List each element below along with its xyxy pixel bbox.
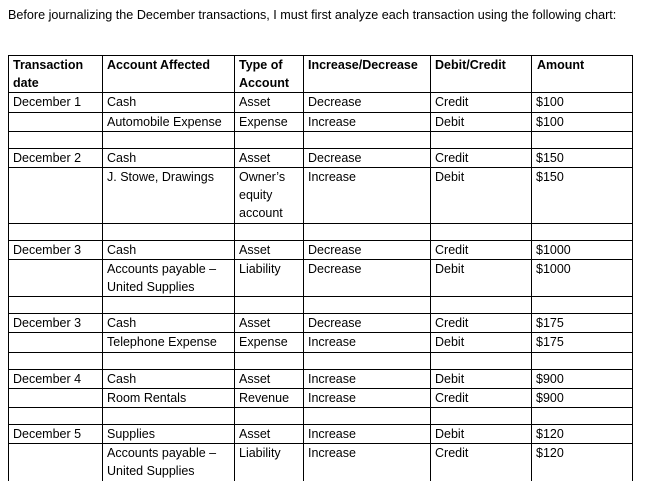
account-type-cell: Asset bbox=[235, 369, 304, 388]
transaction-date-cell: December 1 bbox=[9, 93, 103, 112]
increase-decrease-cell: Decrease bbox=[304, 148, 431, 167]
debit-credit-cell: Credit bbox=[431, 444, 532, 481]
increase-decrease-cell: Decrease bbox=[304, 259, 431, 296]
account-affected-cell: Accounts payable – United Supplies bbox=[103, 259, 235, 296]
account-affected-cell: J. Stowe, Drawings bbox=[103, 168, 235, 224]
amount-cell bbox=[532, 297, 633, 314]
increase-decrease-cell: Decrease bbox=[304, 93, 431, 112]
table-row bbox=[9, 259, 633, 296]
debit-credit-cell bbox=[431, 297, 532, 314]
amount-cell: $120 bbox=[532, 425, 633, 444]
amount-cell: $100 bbox=[532, 112, 633, 131]
transaction-date-cell bbox=[9, 352, 103, 369]
account-type-cell: Expense bbox=[235, 112, 304, 131]
transaction-date-cell: December 3 bbox=[9, 314, 103, 333]
transaction-date-cell: December 5 bbox=[9, 425, 103, 444]
transaction-date-cell: December 2 bbox=[9, 148, 103, 167]
transaction-date-cell bbox=[9, 259, 103, 296]
spacer-row bbox=[9, 131, 633, 148]
spacer-row bbox=[9, 408, 633, 425]
table-row bbox=[9, 388, 633, 407]
spacer-row bbox=[9, 352, 633, 369]
amount-cell: $1000 bbox=[532, 240, 633, 259]
amount-cell: $120 bbox=[532, 444, 633, 481]
account-affected-cell: Accounts payable – United Supplies bbox=[103, 444, 235, 481]
account-affected-cell bbox=[103, 297, 235, 314]
account-type-cell bbox=[235, 131, 304, 148]
debit-credit-cell bbox=[431, 131, 532, 148]
header-type-of-account: Type of Account bbox=[235, 56, 304, 93]
account-type-cell bbox=[235, 408, 304, 425]
debit-credit-cell: Credit bbox=[431, 148, 532, 167]
header-transaction-date: Transaction date bbox=[9, 56, 103, 93]
debit-credit-cell bbox=[431, 408, 532, 425]
transaction-analysis-table bbox=[8, 55, 633, 481]
increase-decrease-cell bbox=[304, 297, 431, 314]
account-affected-cell: Cash bbox=[103, 148, 235, 167]
transaction-date-cell bbox=[9, 297, 103, 314]
account-type-cell: Asset bbox=[235, 425, 304, 444]
account-affected-cell: Telephone Expense bbox=[103, 333, 235, 352]
amount-cell: $175 bbox=[532, 314, 633, 333]
account-affected-cell bbox=[103, 131, 235, 148]
debit-credit-cell bbox=[431, 352, 532, 369]
amount-cell: $1000 bbox=[532, 259, 633, 296]
transaction-date-cell bbox=[9, 408, 103, 425]
amount-cell bbox=[532, 223, 633, 240]
account-type-cell bbox=[235, 352, 304, 369]
intro-paragraph: Before journalizing the December transactions, I must first analyze each transaction using the following chart: bbox=[8, 8, 617, 22]
debit-credit-cell: Debit bbox=[431, 259, 532, 296]
debit-credit-cell: Debit bbox=[431, 168, 532, 224]
table-row bbox=[9, 93, 633, 112]
debit-credit-cell: Credit bbox=[431, 388, 532, 407]
table-header-row bbox=[9, 56, 633, 93]
account-type-cell bbox=[235, 297, 304, 314]
account-type-cell: Asset bbox=[235, 314, 304, 333]
increase-decrease-cell: Increase bbox=[304, 333, 431, 352]
amount-cell: $900 bbox=[532, 388, 633, 407]
transaction-date-cell bbox=[9, 112, 103, 131]
account-affected-cell: Cash bbox=[103, 240, 235, 259]
transaction-date-cell bbox=[9, 444, 103, 481]
header-amount: Amount bbox=[532, 56, 633, 93]
account-affected-cell: Automobile Expense bbox=[103, 112, 235, 131]
account-affected-cell bbox=[103, 223, 235, 240]
account-affected-cell bbox=[103, 352, 235, 369]
amount-cell bbox=[532, 408, 633, 425]
transaction-date-cell bbox=[9, 223, 103, 240]
account-affected-cell bbox=[103, 408, 235, 425]
amount-cell: $175 bbox=[532, 333, 633, 352]
debit-credit-cell: Debit bbox=[431, 369, 532, 388]
amount-cell bbox=[532, 352, 633, 369]
transaction-date-cell: December 3 bbox=[9, 240, 103, 259]
header-increase-decrease: Increase/Decrease bbox=[304, 56, 431, 93]
account-type-cell: Asset bbox=[235, 93, 304, 112]
table-row bbox=[9, 425, 633, 444]
spacer-row bbox=[9, 223, 633, 240]
header-debit-credit: Debit/Credit bbox=[431, 56, 532, 93]
amount-cell: $150 bbox=[532, 168, 633, 224]
transaction-date-cell bbox=[9, 168, 103, 224]
account-type-cell: Expense bbox=[235, 333, 304, 352]
amount-cell: $900 bbox=[532, 369, 633, 388]
account-affected-cell: Supplies bbox=[103, 425, 235, 444]
table-row bbox=[9, 148, 633, 167]
transaction-date-cell bbox=[9, 131, 103, 148]
spacer-row bbox=[9, 297, 633, 314]
account-type-cell: Revenue bbox=[235, 388, 304, 407]
increase-decrease-cell: Increase bbox=[304, 425, 431, 444]
increase-decrease-cell bbox=[304, 408, 431, 425]
transaction-date-cell: December 4 bbox=[9, 369, 103, 388]
table-row bbox=[9, 112, 633, 131]
table-row bbox=[9, 369, 633, 388]
table-row bbox=[9, 314, 633, 333]
debit-credit-cell: Credit bbox=[431, 314, 532, 333]
amount-cell: $100 bbox=[532, 93, 633, 112]
table-row bbox=[9, 444, 633, 481]
account-type-cell: Asset bbox=[235, 148, 304, 167]
account-affected-cell: Cash bbox=[103, 369, 235, 388]
increase-decrease-cell bbox=[304, 352, 431, 369]
debit-credit-cell: Debit bbox=[431, 425, 532, 444]
account-type-cell: Liability bbox=[235, 259, 304, 296]
transaction-date-cell bbox=[9, 388, 103, 407]
increase-decrease-cell: Decrease bbox=[304, 240, 431, 259]
account-affected-cell: Cash bbox=[103, 93, 235, 112]
amount-cell: $150 bbox=[532, 148, 633, 167]
table-row bbox=[9, 240, 633, 259]
account-type-cell bbox=[235, 223, 304, 240]
increase-decrease-cell bbox=[304, 223, 431, 240]
increase-decrease-cell: Increase bbox=[304, 112, 431, 131]
debit-credit-cell: Credit bbox=[431, 240, 532, 259]
increase-decrease-cell: Increase bbox=[304, 388, 431, 407]
debit-credit-cell: Credit bbox=[431, 93, 532, 112]
account-type-cell: Liability bbox=[235, 444, 304, 481]
account-affected-cell: Cash bbox=[103, 314, 235, 333]
debit-credit-cell: Debit bbox=[431, 112, 532, 131]
table-row bbox=[9, 333, 633, 352]
table-row bbox=[9, 168, 633, 224]
increase-decrease-cell: Increase bbox=[304, 369, 431, 388]
account-type-cell: Asset bbox=[235, 240, 304, 259]
account-type-cell: Owner’s equity account bbox=[235, 168, 304, 224]
account-affected-cell: Room Rentals bbox=[103, 388, 235, 407]
transaction-date-cell bbox=[9, 333, 103, 352]
increase-decrease-cell: Increase bbox=[304, 168, 431, 224]
increase-decrease-cell bbox=[304, 131, 431, 148]
increase-decrease-cell: Decrease bbox=[304, 314, 431, 333]
debit-credit-cell: Debit bbox=[431, 333, 532, 352]
header-account-affected: Account Affected bbox=[103, 56, 235, 93]
amount-cell bbox=[532, 131, 633, 148]
debit-credit-cell bbox=[431, 223, 532, 240]
increase-decrease-cell: Increase bbox=[304, 444, 431, 481]
